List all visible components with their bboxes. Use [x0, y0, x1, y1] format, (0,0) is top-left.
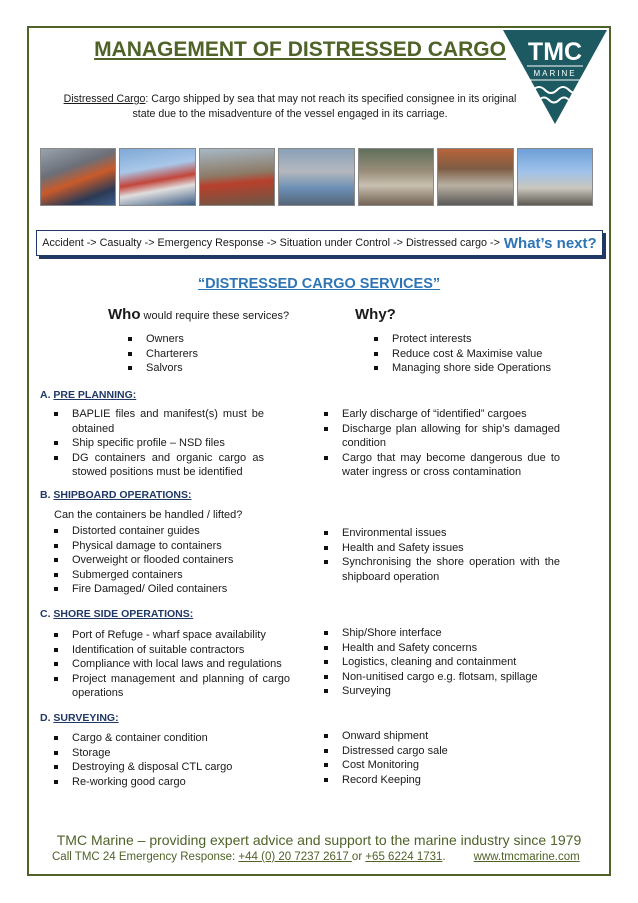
- why-heading: Why?: [355, 306, 396, 323]
- list-item: Cargo that may become dangerous due to water ingress or cross contamination: [320, 451, 560, 480]
- list-item: Storage: [50, 746, 232, 761]
- list-item: Overweight or flooded containers: [50, 553, 233, 568]
- footer-tagline: TMC Marine – providing expert advice and support to the marine industry since 1979: [56, 832, 582, 848]
- photo-cargo-hold: [358, 148, 434, 206]
- section-a-left-list: [50, 407, 264, 480]
- list-item: Early discharge of “identified” cargoes: [320, 407, 560, 422]
- incident-chain-box: [36, 230, 603, 256]
- photo-crushed-vehicle: [437, 148, 513, 206]
- section-b-right-list: [320, 526, 560, 584]
- list-item: Protect interests: [370, 332, 551, 347]
- section-letter: A.: [40, 389, 51, 401]
- list-item: Reduce cost & Maximise value: [370, 347, 551, 362]
- list-item: Destroying & disposal CTL cargo: [50, 760, 232, 775]
- list-item: Synchronising the shore operation with the shipboard operation: [320, 555, 560, 584]
- page-title: MANAGEMENT OF DISTRESSED CARGO: [94, 38, 506, 61]
- list-item: BAPLIE files and manifest(s) must be obtained: [50, 407, 264, 436]
- phone-sg-link[interactable]: +65 6224 1731: [365, 851, 443, 863]
- or-text: or: [351, 851, 366, 863]
- list-item: Ship/Shore interface: [320, 626, 538, 641]
- list-item: DG containers and organic cargo as stowed positions must be identified: [50, 451, 264, 480]
- list-item: Environmental issues: [320, 526, 560, 541]
- list-item: Ship specific profile – NSD files: [50, 436, 264, 451]
- list-item: Compliance with local laws and regulations: [50, 657, 290, 672]
- svg-text:MARINE: MARINE: [533, 69, 577, 78]
- list-item: Project management and planning of cargo operations: [50, 672, 290, 701]
- photo-strip: [40, 148, 593, 206]
- section-c-heading: [40, 608, 193, 620]
- list-item: Non-unitised cargo e.g. flotsam, spillage: [320, 670, 538, 685]
- who-list: [124, 332, 198, 376]
- list-item: Onward shipment: [320, 729, 448, 744]
- footer-contact: [52, 851, 580, 863]
- section-a-right-list: [320, 407, 560, 480]
- section-b-intro: Can the containers be handled / lifted?: [54, 509, 243, 521]
- section-label: SHORE SIDE OPERATIONS:: [53, 608, 194, 620]
- photo-collapsed-cranes: [199, 148, 275, 206]
- photo-listing-ship: [119, 148, 195, 206]
- section-label: SHIPBOARD OPERATIONS:: [53, 489, 192, 501]
- definition-line2: state due to the misadventure of the vessel engaged in its carriage.: [132, 108, 448, 120]
- list-item: Surveying: [320, 684, 538, 699]
- list-item: Managing shore side Operations: [370, 361, 551, 376]
- why-list: [370, 332, 551, 376]
- section-d-right-list: [320, 729, 448, 787]
- who-heading: [108, 306, 289, 323]
- section-b-heading: [40, 489, 192, 501]
- list-item: Logistics, cleaning and containment: [320, 655, 538, 670]
- section-d-heading: [40, 712, 119, 724]
- list-item: Cargo & container condition: [50, 731, 232, 746]
- list-item: Distorted container guides: [50, 524, 233, 539]
- period: .: [442, 851, 446, 863]
- section-c-left-list: [50, 628, 290, 701]
- list-item: Physical damage to containers: [50, 539, 233, 554]
- list-item: Salvors: [124, 361, 198, 376]
- list-item: Fire Damaged/ Oiled containers: [50, 582, 233, 597]
- list-item: Re-working good cargo: [50, 775, 232, 790]
- photo-ship-fire: [40, 148, 116, 206]
- section-label: SURVEYING:: [53, 712, 119, 724]
- call-prefix: Call TMC 24 Emergency Response:: [52, 851, 239, 863]
- website-link[interactable]: www.tmcmarine.com: [473, 851, 580, 863]
- incident-chain-text: Accident -> Casualty -> Emergency Response -> Situation under Control -> Distressed cargo ->: [42, 237, 500, 249]
- list-item: Health and Safety concerns: [320, 641, 538, 656]
- section-letter: C.: [40, 608, 51, 620]
- list-item: Owners: [124, 332, 198, 347]
- list-item: Port of Refuge - wharf space availability: [50, 628, 290, 643]
- whats-next-label: What’s next?: [503, 234, 597, 252]
- section-c-right-list: [320, 626, 538, 699]
- list-item: Distressed cargo sale: [320, 744, 448, 759]
- photo-crane-lifting: [517, 148, 593, 206]
- list-item: Cost Monitoring: [320, 758, 448, 773]
- phone-uk-link[interactable]: +44 (0) 20 7237 2617: [238, 851, 352, 863]
- section-d-left-list: [50, 731, 232, 789]
- section-letter: B.: [40, 489, 51, 501]
- section-label: PRE PLANNING:: [53, 389, 137, 401]
- section-a-heading: [40, 389, 136, 401]
- list-item: Charterers: [124, 347, 198, 362]
- who-heading-rest: would require these services?: [140, 310, 290, 322]
- section-b-left-list: [50, 524, 233, 597]
- definition: [40, 92, 540, 122]
- list-item: Discharge plan allowing for ship’s damaged condition: [320, 422, 560, 451]
- svg-text:TMC: TMC: [527, 38, 583, 66]
- list-item: Health and Safety issues: [320, 541, 560, 556]
- services-title: “DISTRESSED CARGO SERVICES”: [197, 276, 441, 292]
- list-item: Identification of suitable contractors: [50, 643, 290, 658]
- list-item: Submerged containers: [50, 568, 233, 583]
- definition-line1: : Cargo shipped by sea that may not reach its specified consignee in its original: [145, 93, 517, 105]
- definition-term: Distressed Cargo: [63, 93, 146, 105]
- photo-damaged-containers: [278, 148, 354, 206]
- section-letter: D.: [40, 712, 51, 724]
- list-item: Record Keeping: [320, 773, 448, 788]
- who-heading-bold: Who: [108, 306, 141, 323]
